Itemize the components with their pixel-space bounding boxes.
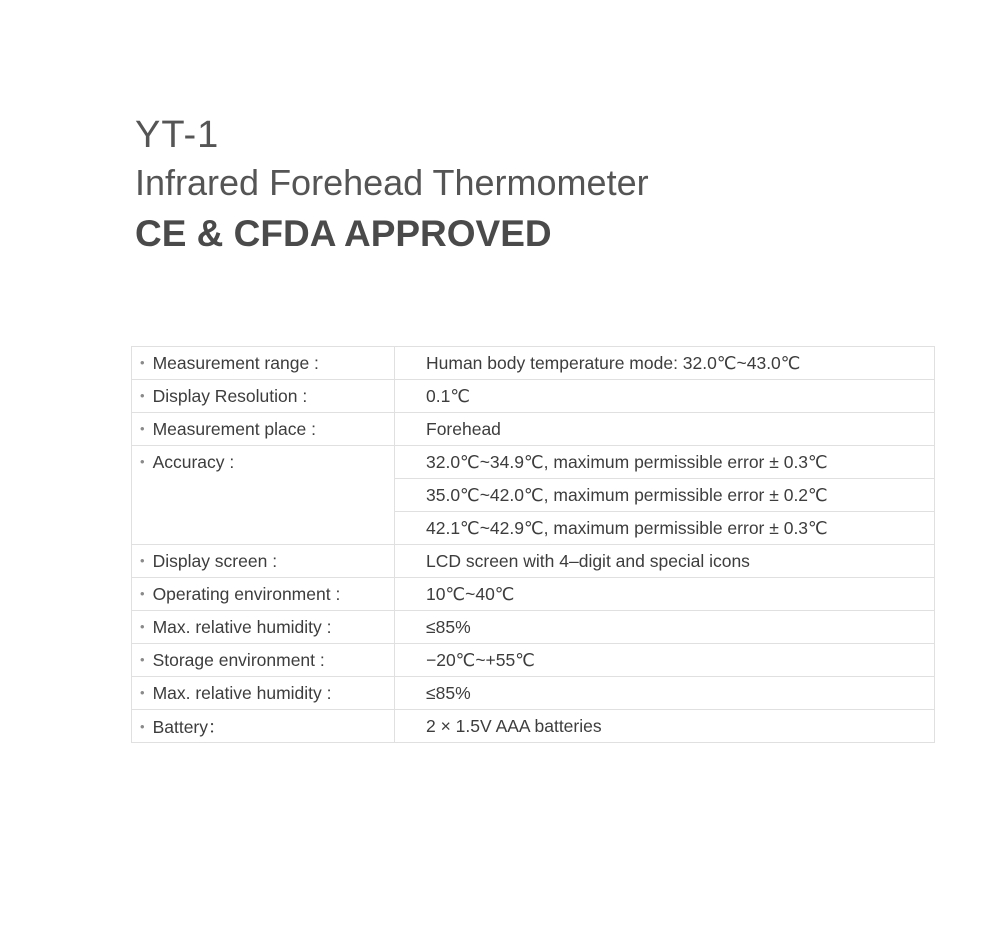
bullet-icon: • (140, 651, 145, 667)
value-accuracy-1: 32.0℃~34.9℃, maximum permissible error ± 0.3℃ (395, 446, 935, 479)
value-max-humidity-operating: ≤85% (395, 611, 935, 644)
value-storage-environment: −20℃~+55℃ (395, 644, 935, 677)
value-measurement-place: Forehead (395, 413, 935, 446)
value-accuracy-2: 35.0℃~42.0℃, maximum permissible error ± 0.2℃ (395, 479, 935, 512)
label-storage-environment: Storage environment : (152, 649, 325, 670)
product-name: Infrared Forehead Thermometer (135, 162, 649, 203)
spec-label (132, 611, 395, 644)
value-battery: 2 × 1.5V AAA batteries (395, 710, 935, 743)
bullet-icon: • (140, 585, 145, 601)
spec-label (132, 710, 395, 743)
spec-table (131, 346, 935, 743)
spec-label (132, 578, 395, 611)
table-row (132, 413, 935, 446)
table-row (132, 446, 935, 479)
spec-label (132, 644, 395, 677)
spec-label (132, 545, 395, 578)
table-row (132, 710, 935, 743)
label-max-humidity-operating: Max. relative humidity : (152, 616, 332, 637)
approval-title: CE & CFDA APPROVED (135, 213, 552, 254)
spec-label (132, 380, 395, 413)
spec-label (132, 446, 395, 545)
bullet-icon: • (140, 618, 145, 634)
label-accuracy: Accuracy : (152, 452, 235, 472)
table-row (132, 677, 935, 710)
table-row (132, 347, 935, 380)
label-max-humidity-storage: Max. relative humidity : (152, 682, 332, 703)
spec-label (132, 677, 395, 710)
table-row (132, 578, 935, 611)
table-row (132, 644, 935, 677)
bullet-icon: • (140, 454, 145, 469)
value-display-screen: LCD screen with 4–digit and special icons (395, 545, 935, 578)
table-row (132, 611, 935, 644)
spec-label (132, 347, 395, 380)
bullet-icon: • (140, 684, 145, 700)
value-accuracy-3: 42.1℃~42.9℃, maximum permissible error ± 0.3℃ (395, 512, 935, 545)
value-max-humidity-storage: ≤85% (395, 677, 935, 710)
label-operating-environment: Operating environment : (152, 583, 341, 604)
spec-label (132, 413, 395, 446)
label-battery: Battery： (152, 716, 226, 737)
label-measurement-place: Measurement place : (152, 418, 316, 439)
bullet-icon: • (140, 718, 145, 734)
value-measurement-range: Human body temperature mode: 32.0℃~43.0℃ (395, 347, 935, 380)
bullet-icon: • (140, 552, 145, 568)
bullet-icon: • (140, 354, 145, 370)
label-measurement-range: Measurement range : (152, 352, 319, 373)
table-row (132, 545, 935, 578)
model-name: YT-1 (135, 114, 220, 156)
product-heading (135, 112, 649, 260)
label-display-resolution: Display Resolution : (152, 385, 308, 406)
bullet-icon: • (140, 387, 145, 403)
value-operating-environment: 10℃~40℃ (395, 578, 935, 611)
value-display-resolution: 0.1℃ (395, 380, 935, 413)
bullet-icon: • (140, 420, 145, 436)
table-row (132, 380, 935, 413)
label-display-screen: Display screen : (152, 550, 278, 571)
